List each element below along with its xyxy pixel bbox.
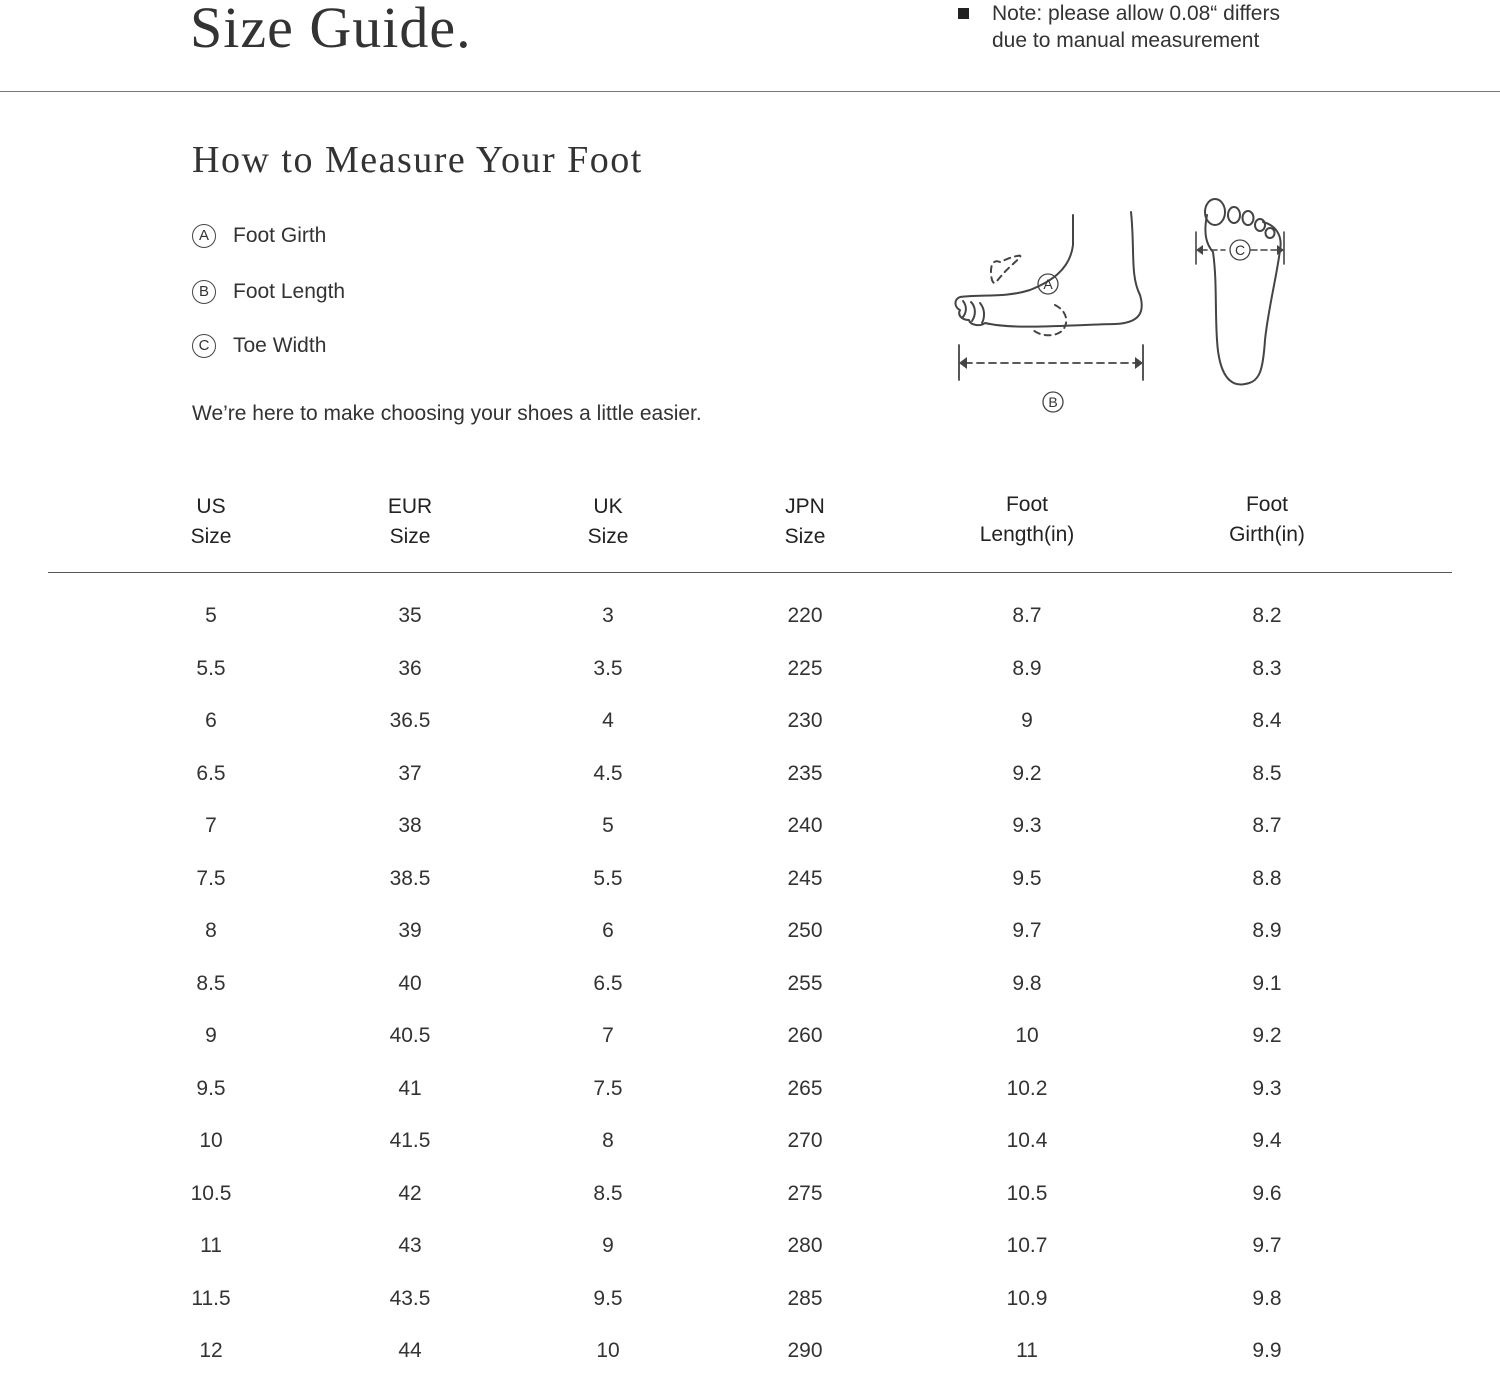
table-cell: 255 <box>787 971 823 995</box>
table-cell: 10 <box>596 1339 620 1362</box>
table-cell: 8.5 <box>593 1181 623 1205</box>
table-row <box>0 1168 1500 1220</box>
note-line-1: Note: please allow 0.08“ differs <box>992 2 1280 25</box>
table-cell: 5 <box>602 814 614 837</box>
table-cell: 8.3 <box>1252 656 1282 680</box>
marker-c-icon: C <box>192 334 216 358</box>
legend-label: Foot Girth <box>233 224 327 247</box>
table-cell: 8.2 <box>1252 604 1282 627</box>
marker-a-icon: A <box>192 224 216 248</box>
table-cell: 8 <box>205 919 217 942</box>
header-eur-size: EUR Size <box>387 495 433 548</box>
table-cell: 10 <box>1015 1024 1039 1047</box>
table-cell: 9.5 <box>196 1076 226 1100</box>
table-cell: 265 <box>787 1076 823 1100</box>
table-cell: 6 <box>205 709 217 732</box>
table-cell: 9.4 <box>1252 1129 1282 1152</box>
table-row <box>0 1063 1500 1115</box>
table-cell: 11 <box>200 1234 222 1257</box>
table-cell: 9 <box>1021 709 1033 732</box>
table-cell: 10 <box>199 1129 223 1152</box>
table-cell: 4.5 <box>593 761 623 785</box>
table-cell: 8 <box>602 1129 614 1152</box>
table-cell: 41.5 <box>389 1129 431 1152</box>
table-row <box>0 590 1500 642</box>
table-cell: 43 <box>398 1234 422 1257</box>
table-cell: 9.7 <box>1252 1234 1282 1257</box>
table-row <box>0 1273 1500 1325</box>
header-foot-girth: Foot Girth(in) <box>1229 493 1305 546</box>
tagline: We’re here to make choosing your shoes a little easier. <box>192 402 702 425</box>
table-cell: 12 <box>199 1339 223 1362</box>
diagram-label-a: A <box>1043 276 1053 292</box>
table-cell: 270 <box>787 1129 823 1152</box>
diagram-label-c: C <box>1234 242 1246 258</box>
page-title: Size Guide. <box>190 0 472 60</box>
table-cell: 10.4 <box>1006 1129 1048 1152</box>
table-row <box>0 958 1500 1010</box>
table-cell: 38.5 <box>389 866 431 890</box>
table-cell: 8.7 <box>1252 814 1282 837</box>
table-row <box>0 695 1500 747</box>
table-cell: 9 <box>205 1024 217 1047</box>
table-cell: 7.5 <box>196 866 226 890</box>
table-cell: 250 <box>787 919 823 942</box>
table-cell: 10.9 <box>1006 1286 1048 1310</box>
note-line-2: due to manual measurement <box>992 29 1260 52</box>
table-cell: 9 <box>602 1234 614 1257</box>
table-cell: 245 <box>787 866 823 890</box>
table-cell: 9.9 <box>1252 1339 1282 1362</box>
table-cell: 38 <box>398 814 422 837</box>
table-cell: 7 <box>602 1024 614 1047</box>
legend-label: Toe Width <box>233 334 327 357</box>
legend-label: Foot Length <box>233 280 346 303</box>
table-cell: 9.1 <box>1252 971 1282 995</box>
table-cell: 8.5 <box>196 971 226 995</box>
table-cell: 9.2 <box>1252 1024 1282 1047</box>
legend-item-foot-girth <box>192 224 326 248</box>
table-cell: 4 <box>602 709 614 732</box>
legend-item-toe-width <box>192 334 326 358</box>
header-divider <box>0 91 1500 92</box>
table-cell: 9.8 <box>1252 1286 1282 1310</box>
table-row <box>0 1220 1500 1272</box>
table-cell: 10.7 <box>1006 1234 1048 1257</box>
table-cell: 240 <box>787 814 823 837</box>
table-cell: 5 <box>205 604 217 627</box>
table-row <box>0 800 1500 852</box>
table-cell: 8.8 <box>1252 866 1282 890</box>
table-row <box>0 853 1500 905</box>
measure-section-title: How to Measure Your Foot <box>192 139 643 181</box>
diagram-label-b: B <box>1048 394 1058 410</box>
table-cell: 280 <box>787 1234 823 1257</box>
marker-b-icon: B <box>192 280 216 304</box>
table-cell: 8.9 <box>1252 919 1282 942</box>
table-cell: 230 <box>787 709 823 732</box>
table-cell: 11.5 <box>191 1286 231 1310</box>
table-cell: 225 <box>787 656 823 680</box>
table-cell: 35 <box>398 604 422 627</box>
table-row <box>0 748 1500 800</box>
table-cell: 36 <box>398 656 422 680</box>
table-cell: 10.5 <box>190 1181 232 1205</box>
table-cell: 9.8 <box>1012 971 1042 995</box>
table-cell: 9.6 <box>1252 1181 1282 1205</box>
table-row <box>0 643 1500 695</box>
table-cell: 44 <box>398 1339 422 1362</box>
table-cell: 41 <box>398 1076 422 1100</box>
table-row <box>0 1325 1500 1377</box>
table-cell: 6 <box>602 919 614 942</box>
length-arrow-icon <box>959 345 1143 380</box>
table-row <box>0 905 1500 957</box>
table-cell: 8.7 <box>1012 604 1042 627</box>
table-cell: 7 <box>205 814 217 837</box>
table-cell: 36.5 <box>389 709 431 732</box>
header-jpn-size: JPN Size <box>784 495 826 548</box>
table-cell: 9.5 <box>1012 866 1042 890</box>
table-row <box>0 1115 1500 1167</box>
table-row <box>0 1010 1500 1062</box>
table-cell: 9.3 <box>1012 814 1042 837</box>
table-header-divider <box>48 572 1452 573</box>
table-cell: 8.5 <box>1252 761 1282 785</box>
header-uk-size: UK Size <box>587 495 629 548</box>
table-cell: 6.5 <box>196 761 226 785</box>
table-cell: 39 <box>398 919 422 942</box>
table-cell: 10.2 <box>1006 1076 1048 1100</box>
measurement-note <box>958 0 1378 54</box>
legend-item-foot-length <box>192 280 345 304</box>
size-table-header <box>0 490 1500 560</box>
table-cell: 290 <box>787 1339 823 1362</box>
table-cell: 42 <box>398 1181 422 1205</box>
header-foot-length: Foot Length(in) <box>979 493 1075 546</box>
table-cell: 3 <box>602 604 614 627</box>
table-cell: 3.5 <box>593 656 623 680</box>
table-cell: 9.2 <box>1012 761 1042 785</box>
table-cell: 40 <box>398 971 422 995</box>
foot-measurement-diagram <box>945 190 1305 430</box>
table-cell: 235 <box>787 761 823 785</box>
table-cell: 43.5 <box>389 1286 431 1310</box>
table-cell: 220 <box>787 604 823 627</box>
bullet-square-icon <box>958 8 969 19</box>
table-cell: 5.5 <box>593 866 623 890</box>
table-cell: 40.5 <box>389 1024 431 1047</box>
table-cell: 275 <box>787 1181 823 1205</box>
table-cell: 10.5 <box>1006 1181 1048 1205</box>
table-cell: 285 <box>787 1286 823 1310</box>
table-cell: 8.4 <box>1252 709 1282 732</box>
table-cell: 37 <box>398 761 422 785</box>
table-cell: 5.5 <box>196 656 226 680</box>
table-cell: 9.5 <box>593 1286 623 1310</box>
header-us-size: US Size <box>190 495 232 548</box>
table-cell: 6.5 <box>593 971 623 995</box>
table-cell: 9.3 <box>1252 1076 1282 1100</box>
table-cell: 8.9 <box>1012 656 1042 680</box>
sole-foot-icon <box>1196 199 1284 384</box>
table-cell: 7.5 <box>593 1076 623 1100</box>
table-cell: 9.7 <box>1012 919 1042 942</box>
table-cell: 11 <box>1016 1339 1038 1362</box>
table-cell: 260 <box>787 1024 823 1047</box>
